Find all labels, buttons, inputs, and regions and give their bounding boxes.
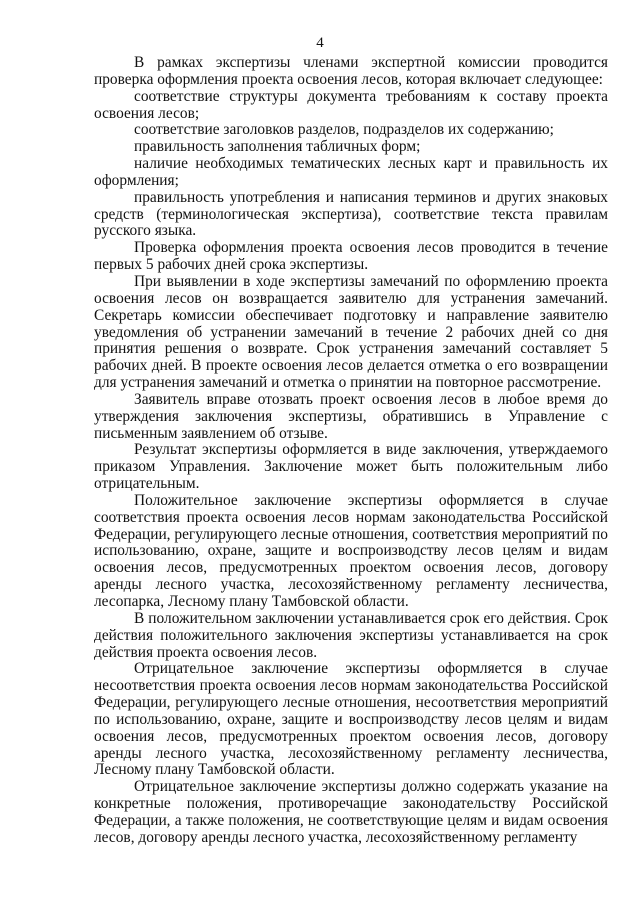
paragraph: В положительном заключении устанавливается срок его действия. Срок действия положительного заключения экспертизы устанавливается на срок действия проекта освоения лесов. (94, 609, 608, 661)
paragraph: При выявлении в ходе экспертизы замечаний по оформлению проекта освоения лесов он возвращается заявителю для устранения замечаний. Секретарь комиссии обеспечивает подготовку и направление заявителю уведомления об устранении замечаний в течение 2 рабочих дней со дня принятия решения о возврате. Срок устранения замечаний составляет 5 рабочих дней. В проекте освоения лесов делается отметка о его возвращении для устранения замечаний и отметка о принятии на повторное рассмотрение. (94, 272, 608, 392)
paragraph: Результат экспертизы оформляется в виде заключения, утверждаемого приказом Управления. Заключение может быть положительным либо отрицательным. (94, 441, 608, 493)
paragraph: Заявитель вправе отозвать проект освоения лесов в любое время до утверждения заключения экспертизы, обратившись в Управление с письменным заявлением об отзыве. (94, 390, 608, 442)
paragraph: правильность употребления и написания терминов и других знаковых средств (терминологическая экспертиза), соответствие текста правилам русского языка. (94, 188, 608, 240)
paragraph: соответствие структуры документа требованиям к составу проекта освоения лесов; (94, 87, 608, 122)
paragraph: Отрицательное заключение экспертизы должно содержать указание на конкретные положения, противоречащие законодательству Российской Федерации, а также положения, не соответствующие целям и видам освоения лесов, договору аренды лесного участка, лесохозяйственному регламенту (94, 778, 608, 846)
paragraph: правильность заполнения табличных форм; (134, 138, 421, 156)
paragraph: В рамках экспертизы членами экспертной комиссии проводится проверка оформления проекта освоения лесов, которая включает следующее: (94, 54, 608, 88)
paragraph: Отрицательное заключение экспертизы оформляется в случае несоответствия проекта освоения лесов нормам законодательства Российской Федерации, регулирующего лесные отношения, несоответствия мероприятий по использованию, охране, защите и воспроизводству лесов целям и видам освоения лесов, предусмотренных проектом освоения лесов, договору аренды лесного участка, лесохозяйственному регламенту лесничества, Лесному плану Тамбовской области. (94, 660, 608, 779)
page-number: 4 (316, 35, 324, 51)
paragraph: соответствие заголовков разделов, подразделов их содержанию; (134, 121, 554, 139)
document-body (94, 55, 608, 847)
paragraph: Положительное заключение экспертизы оформляется в случае соответствия проекта освоения лесов нормам законодательства Российской Федерации, регулирующего лесные отношения, соответствия мероприятий по использованию, охране, защите и воспроизводству лесов целям и видам освоения лесов, предусмотренных проектом освоения лесов, договору аренды лесного участка, лесохозяйственному регламенту лесничества, лесопарка, Лесному плану Тамбовской области. (94, 491, 608, 610)
paragraph: Проверка оформления проекта освоения лесов проводится в течение первых 5 рабочих дней срока экспертизы. (94, 239, 608, 274)
paragraph: наличие необходимых тематических лесных карт и правильность их оформления; (94, 155, 608, 189)
